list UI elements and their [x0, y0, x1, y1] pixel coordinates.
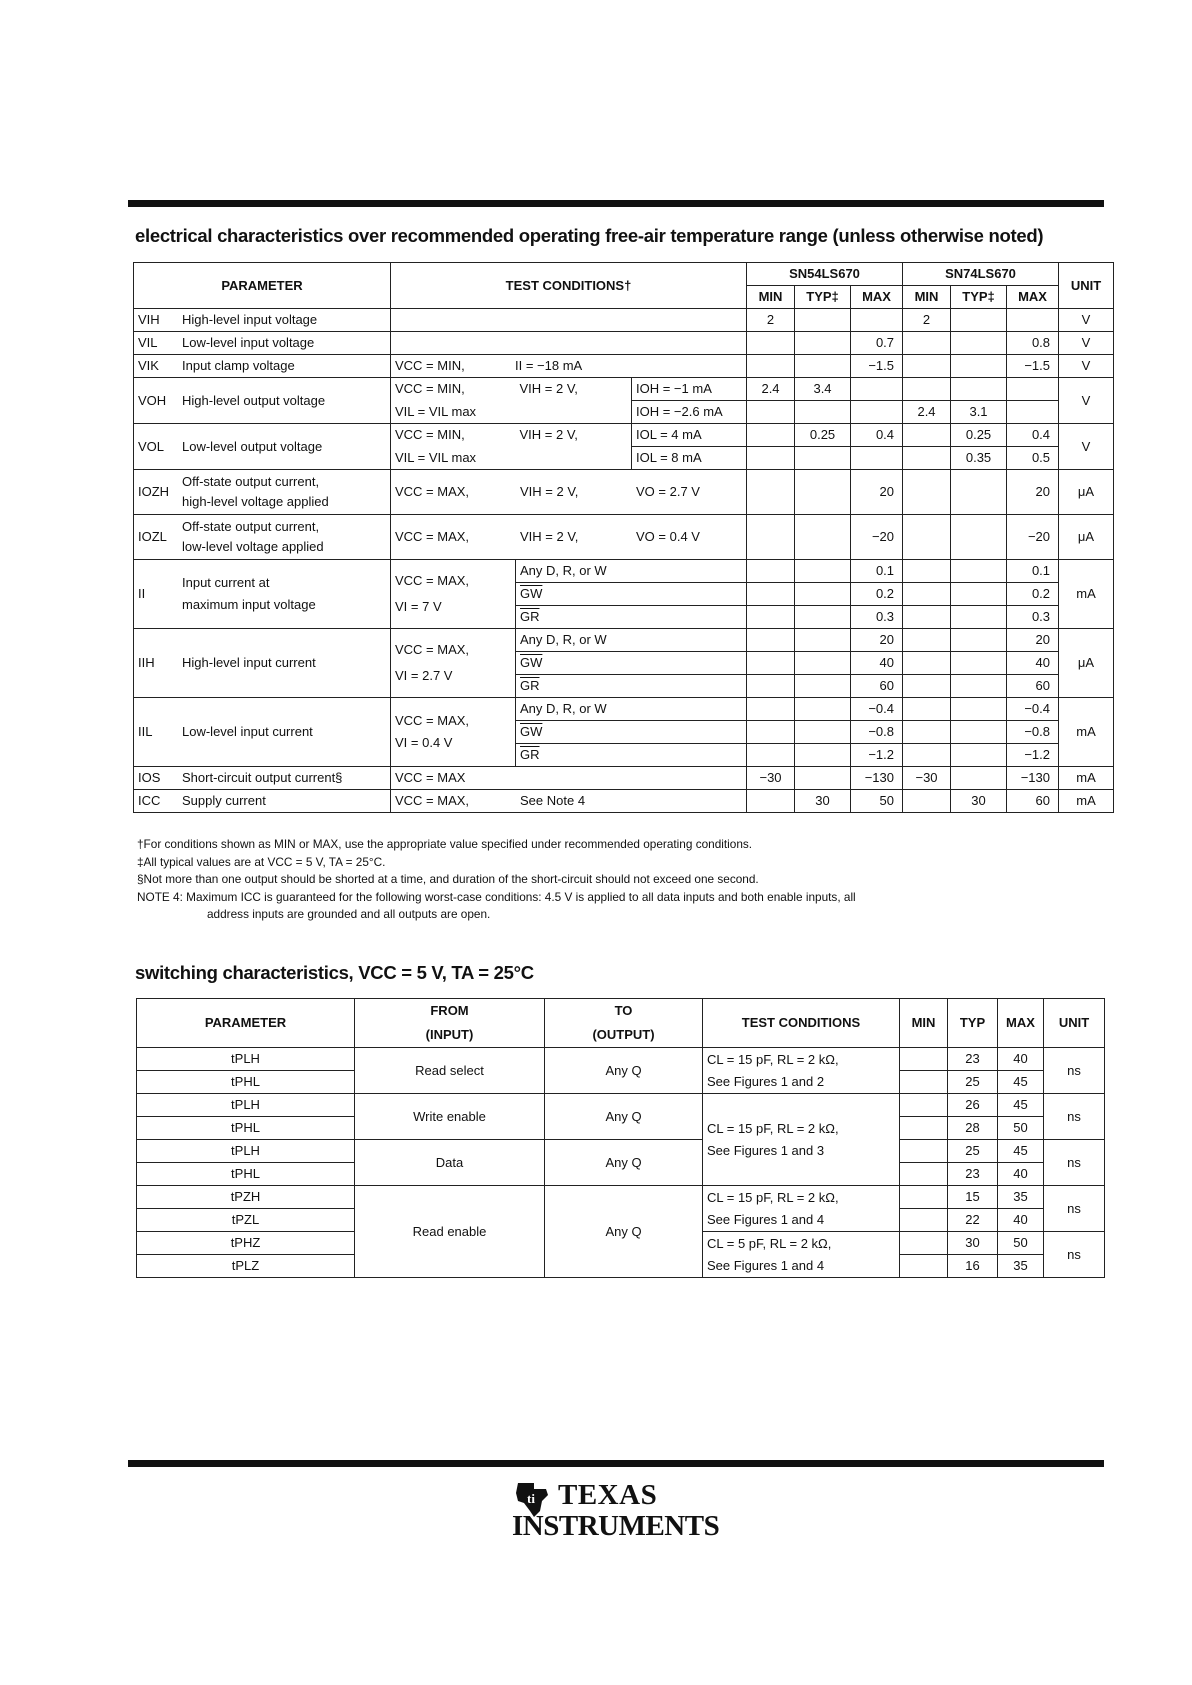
max-value: 20	[1007, 629, 1059, 652]
min-value: 2.4	[747, 378, 795, 401]
max-value: −20	[1007, 515, 1059, 560]
parameter-cell	[134, 332, 391, 355]
unit-cell: ns	[1044, 1094, 1105, 1140]
condition-text: VO = 0.4 V	[636, 529, 700, 544]
min-value: −30	[747, 767, 795, 790]
bottom-rule	[128, 1460, 1104, 1467]
condition-text: VIH = 2 V,	[516, 424, 632, 447]
parameter-symbol: IOZH	[138, 484, 170, 499]
sw-header-to	[545, 999, 703, 1048]
condition-text: IOH = −1 mA	[632, 378, 747, 401]
max-value: −1.5	[851, 355, 903, 378]
header-max: MAX	[1007, 286, 1059, 309]
unit-cell: V	[1059, 424, 1114, 470]
sw-header-typ: TYP	[948, 999, 998, 1048]
condition-text: VIL = VIL max	[391, 447, 632, 470]
parameter-cell: tPHZ	[137, 1232, 355, 1255]
max-value: 45	[998, 1094, 1044, 1117]
parameter-description: low-level voltage applied	[182, 539, 324, 554]
typ-value: 30	[951, 790, 1007, 813]
min-value: 2.4	[903, 401, 951, 424]
sw-header-parameter: PARAMETER	[137, 999, 355, 1048]
header-typ: TYP‡	[951, 286, 1007, 309]
typ-value: 28	[948, 1117, 998, 1140]
sw-header-to-line: (OUTPUT)	[592, 1027, 655, 1042]
max-value: −1.5	[1007, 355, 1059, 378]
header-typ: TYP‡	[795, 286, 851, 309]
parameter-symbol: IOZL	[138, 529, 167, 544]
test-condition-text: CL = 15 pF, RL = 2 kΩ,	[707, 1120, 839, 1136]
typ-value: 22	[948, 1209, 998, 1232]
max-value: −1.2	[1007, 744, 1059, 767]
to-cell: Any Q	[545, 1140, 703, 1186]
test-condition-text: See Figures 1 and 4	[707, 1257, 825, 1273]
typ-value: 25	[948, 1071, 998, 1094]
max-value: 0.1	[851, 560, 903, 583]
max-value: 0.4	[851, 424, 903, 447]
typ-value: 23	[948, 1048, 998, 1071]
condition-text: VO = 2.7 V	[636, 484, 700, 499]
max-value: 40	[851, 652, 903, 675]
conditions-cell	[391, 790, 747, 813]
parameter-description: Input current at	[182, 575, 270, 590]
parameter-cell	[134, 629, 391, 698]
typ-value: 23	[948, 1163, 998, 1186]
condition-text: VCC = MAX,	[395, 793, 470, 808]
unit-cell: V	[1059, 378, 1114, 424]
parameter-description: high-level voltage applied	[182, 494, 329, 509]
test-conditions-cell	[703, 1232, 900, 1278]
condition-text: IOL = 8 mA	[632, 447, 747, 470]
parameter-symbol: VOH	[138, 392, 167, 408]
condition-text: VIH = 2 V,	[516, 378, 632, 401]
max-value: −0.4	[851, 698, 903, 721]
parameter-cell	[134, 515, 391, 560]
typ-value: 15	[948, 1186, 998, 1209]
condition-text: $\overline{GW}$	[516, 721, 747, 744]
max-value: 45	[998, 1071, 1044, 1094]
note-4-continued: address inputs are grounded and all outputs are open.	[207, 907, 491, 921]
parameter-description: High-level input current	[182, 655, 316, 670]
max-value: 40	[1007, 652, 1059, 675]
max-value: −0.8	[851, 721, 903, 744]
note-4: NOTE 4: Maximum ICC is guaranteed for the following worst-case conditions: 4.5 V is applied to all data inputs and both enable inputs, all	[137, 889, 856, 904]
parameter-cell: tPLH	[137, 1140, 355, 1163]
conditions-cell	[391, 698, 516, 767]
condition-text: VI = 7 V	[395, 599, 442, 614]
typ-value: 30	[948, 1232, 998, 1255]
table-row	[134, 470, 1114, 515]
typ-value: 0.25	[951, 424, 1007, 447]
condition-text: VCC = MIN,	[391, 378, 516, 401]
unit-cell: ns	[1044, 1232, 1105, 1278]
sw-header-unit: UNIT	[1044, 999, 1105, 1048]
condition-text: II = −18 mA	[515, 358, 583, 373]
parameter-description: Low-level output voltage	[182, 438, 323, 454]
min-value: 2	[747, 309, 795, 332]
header-test-conditions: TEST CONDITIONS†	[391, 263, 747, 309]
texas-instruments-logo	[512, 1475, 720, 1545]
test-conditions-cell	[703, 1048, 900, 1094]
parameter-cell	[134, 424, 391, 470]
parameter-symbol: IOS	[138, 770, 161, 785]
header-min: MIN	[747, 286, 795, 309]
max-value: 60	[1007, 675, 1059, 698]
logo-word-texas: TEXAS	[558, 1479, 658, 1511]
from-cell: Write enable	[355, 1094, 545, 1140]
condition-text: VCC = MAX,	[395, 573, 470, 588]
header-unit: UNIT	[1059, 263, 1114, 309]
parameter-cell	[134, 790, 391, 813]
parameter-symbol: VIH	[138, 312, 160, 327]
parameter-cell	[134, 698, 391, 767]
typ-value: 0.25	[795, 424, 851, 447]
test-conditions-cell	[703, 1186, 900, 1232]
switching-characteristics-title: switching characteristics, VCC = 5 V, TA = 25°C	[135, 962, 534, 983]
min-value: −30	[903, 767, 951, 790]
max-value: 20	[851, 470, 903, 515]
parameter-description: Low-level input voltage	[182, 335, 315, 350]
max-value: −1.2	[851, 744, 903, 767]
condition-text: $\overline{GR}$	[516, 606, 747, 629]
parameter-description: Off-state output current,	[182, 474, 320, 489]
header-min: MIN	[903, 286, 951, 309]
parameter-cell	[134, 309, 391, 332]
typ-value: 26	[948, 1094, 998, 1117]
max-value: 20	[851, 629, 903, 652]
max-value: 0.3	[851, 606, 903, 629]
parameter-cell	[134, 378, 391, 424]
footnote: †For conditions shown as MIN or MAX, use the appropriate value specified under recommended operating conditions.	[137, 837, 753, 851]
parameter-cell: tPZL	[137, 1209, 355, 1232]
footnote: ‡All typical values are at VCC = 5 V, TA = 25°C.	[137, 854, 386, 869]
conditions-cell	[391, 515, 747, 560]
footnotes	[137, 836, 1107, 924]
sw-header-min: MIN	[900, 999, 948, 1048]
parameter-cell: tPHL	[137, 1071, 355, 1094]
condition-text: $\overline{GW}$	[516, 652, 747, 675]
parameter-cell: tPLZ	[137, 1255, 355, 1278]
parameter-description: High-level input voltage	[182, 312, 318, 327]
parameter-symbol: II	[138, 586, 146, 601]
test-condition-text: See Figures 1 and 4	[707, 1211, 825, 1227]
condition-text: IOL = 4 mA	[632, 424, 747, 447]
conditions-cell	[391, 309, 747, 332]
table-row	[134, 515, 1114, 560]
parameter-description: Off-state output current,	[182, 519, 320, 534]
condition-text: VCC = MAX	[391, 767, 747, 790]
table-row	[134, 629, 1114, 652]
max-value: 45	[998, 1140, 1044, 1163]
unit-cell: V	[1059, 332, 1114, 355]
conditions-cell	[391, 332, 747, 355]
max-value: −20	[851, 515, 903, 560]
condition-text: VCC = MAX,	[395, 529, 470, 544]
conditions-cell	[391, 355, 747, 378]
condition-text: Any D, R, or W	[516, 560, 747, 583]
unit-cell: ns	[1044, 1186, 1105, 1232]
max-value: 40	[998, 1163, 1044, 1186]
conditions-cell	[391, 470, 747, 515]
max-value: 40	[998, 1048, 1044, 1071]
typ-value: 3.1	[951, 401, 1007, 424]
parameter-description: Supply current	[182, 793, 266, 808]
sw-header-test: TEST CONDITIONS	[703, 999, 900, 1048]
table-row	[134, 560, 1114, 583]
top-rule	[128, 200, 1104, 207]
table-row	[134, 332, 1114, 355]
from-cell: Read select	[355, 1048, 545, 1094]
max-value: 40	[998, 1209, 1044, 1232]
header-max: MAX	[851, 286, 903, 309]
condition-text: VI = 2.7 V	[395, 668, 453, 683]
test-condition-text: CL = 15 pF, RL = 2 kΩ,	[707, 1051, 839, 1067]
parameter-cell	[134, 767, 391, 790]
unit-cell: μA	[1059, 515, 1114, 560]
switching-characteristics-table	[136, 998, 1105, 1278]
max-value: 60	[1007, 790, 1059, 813]
condition-text: $\overline{GR}$	[516, 675, 747, 698]
condition-text: VIH = 2 V,	[520, 484, 579, 499]
max-value: 0.7	[851, 332, 903, 355]
unit-cell: ns	[1044, 1140, 1105, 1186]
max-value: 35	[998, 1255, 1044, 1278]
header-sn74: SN74LS670	[903, 263, 1059, 286]
to-cell: Any Q	[545, 1094, 703, 1140]
max-value: 0.4	[1007, 424, 1059, 447]
parameter-symbol: IIH	[138, 655, 155, 670]
test-condition-text: CL = 5 pF, RL = 2 kΩ,	[707, 1235, 832, 1251]
max-value: 0.2	[1007, 583, 1059, 606]
typ-value: 3.4	[795, 378, 851, 401]
parameter-cell: tPLH	[137, 1048, 355, 1071]
from-cell: Data	[355, 1140, 545, 1186]
parameter-description: Input clamp voltage	[182, 358, 295, 373]
parameter-description: Low-level input current	[182, 724, 313, 739]
table-row	[134, 790, 1114, 813]
from-cell: Read enable	[355, 1186, 545, 1278]
max-value: 0.1	[1007, 560, 1059, 583]
max-value: −0.8	[1007, 721, 1059, 744]
table-row	[134, 424, 1114, 447]
svg-text:ti: ti	[527, 1491, 535, 1506]
condition-text: VCC = MAX,	[395, 642, 470, 657]
parameter-symbol: VIL	[138, 335, 158, 350]
parameter-cell	[134, 560, 391, 629]
min-value: 2	[903, 309, 951, 332]
typ-value: 16	[948, 1255, 998, 1278]
sw-header-max: MAX	[998, 999, 1044, 1048]
parameter-description: High-level output voltage	[182, 392, 326, 408]
condition-text: VIL = VIL max	[391, 401, 632, 424]
unit-cell: mA	[1059, 698, 1114, 767]
unit-cell: ns	[1044, 1048, 1105, 1094]
parameter-description: maximum input voltage	[182, 597, 316, 612]
logo-word-instruments: INSTRUMENTS	[512, 1510, 720, 1542]
electrical-characteristics-title: electrical characteristics over recommended operating free-air temperature range (unless otherwise noted)	[135, 225, 1044, 246]
conditions-cell	[391, 560, 516, 629]
max-value: 35	[998, 1186, 1044, 1209]
sw-header-from-line: (INPUT)	[425, 1027, 474, 1042]
condition-text: See Note 4	[520, 793, 586, 808]
test-condition-text: See Figures 1 and 3	[707, 1142, 825, 1158]
table-row	[137, 1140, 1105, 1163]
sw-header-from-line: FROM	[430, 1003, 469, 1018]
conditions-cell	[391, 629, 516, 698]
condition-text: VCC = MIN,	[391, 424, 516, 447]
table-row	[137, 1094, 1105, 1117]
to-cell: Any Q	[545, 1186, 703, 1278]
parameter-symbol: VIK	[138, 358, 159, 373]
to-cell: Any Q	[545, 1048, 703, 1094]
parameter-description: Short-circuit output current§	[182, 770, 343, 785]
typ-value: 25	[948, 1140, 998, 1163]
table-row	[134, 767, 1114, 790]
unit-cell: V	[1059, 309, 1114, 332]
table-row	[134, 309, 1114, 332]
max-value: 0.3	[1007, 606, 1059, 629]
sw-header-to-line: TO	[614, 1003, 633, 1018]
condition-text: VIH = 2 V,	[520, 529, 579, 544]
condition-text: VCC = MAX,	[395, 713, 470, 728]
footnote: §Not more than one output should be shorted at a time, and duration of the short-circuit should not exceed one second.	[137, 872, 759, 886]
condition-text: $\overline{GW}$	[516, 583, 747, 606]
max-value: 0.2	[851, 583, 903, 606]
max-value: −130	[851, 767, 903, 790]
unit-cell: V	[1059, 355, 1114, 378]
max-value: 0.5	[1007, 447, 1059, 470]
table-row	[137, 1048, 1105, 1071]
typ-value: 30	[795, 790, 851, 813]
test-conditions-cell	[703, 1094, 900, 1186]
unit-cell: mA	[1059, 767, 1114, 790]
max-value: −130	[1007, 767, 1059, 790]
parameter-symbol: IIL	[138, 724, 153, 739]
max-value: 50	[998, 1232, 1044, 1255]
parameter-cell: tPHL	[137, 1163, 355, 1186]
parameter-symbol: VOL	[138, 438, 165, 454]
parameter-cell	[134, 470, 391, 515]
condition-text: $\overline{GR}$	[516, 744, 747, 767]
table-row	[134, 698, 1114, 721]
header-parameter: PARAMETER	[134, 263, 391, 309]
parameter-cell	[134, 355, 391, 378]
test-condition-text: See Figures 1 and 2	[707, 1073, 825, 1089]
sw-header-from	[355, 999, 545, 1048]
test-condition-text: CL = 15 pF, RL = 2 kΩ,	[707, 1189, 839, 1205]
condition-text: Any D, R, or W	[516, 698, 747, 721]
unit-cell: μA	[1059, 470, 1114, 515]
table-row	[137, 1186, 1105, 1209]
condition-text: Any D, R, or W	[516, 629, 747, 652]
parameter-cell: tPHL	[137, 1117, 355, 1140]
electrical-characteristics-table	[133, 262, 1114, 813]
max-value: −0.4	[1007, 698, 1059, 721]
condition-text: VCC = MAX,	[395, 484, 470, 499]
parameter-cell: tPZH	[137, 1186, 355, 1209]
table-row	[134, 378, 1114, 401]
parameter-symbol: ICC	[138, 793, 161, 808]
condition-text: IOH = −2.6 mA	[632, 401, 747, 424]
max-value: 60	[851, 675, 903, 698]
max-value: 50	[851, 790, 903, 813]
unit-cell: μA	[1059, 629, 1114, 698]
unit-cell: mA	[1059, 790, 1114, 813]
typ-value: 0.35	[951, 447, 1007, 470]
condition-text: VI = 0.4 V	[395, 735, 453, 750]
max-value: 20	[1007, 470, 1059, 515]
max-value: 50	[998, 1117, 1044, 1140]
parameter-cell: tPLH	[137, 1094, 355, 1117]
max-value: 0.8	[1007, 332, 1059, 355]
unit-cell: mA	[1059, 560, 1114, 629]
table-row	[134, 355, 1114, 378]
condition-text: VCC = MIN,	[395, 358, 465, 373]
header-sn54: SN54LS670	[747, 263, 903, 286]
